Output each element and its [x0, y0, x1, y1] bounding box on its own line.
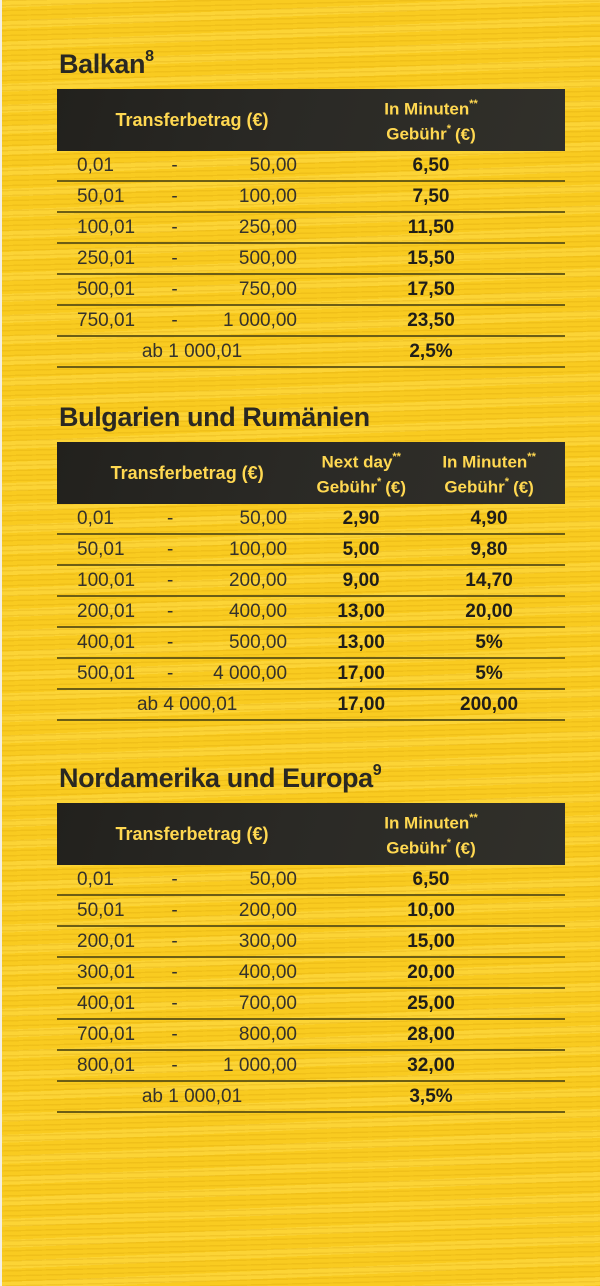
fee-value: 15,00	[407, 930, 455, 952]
table-row	[57, 566, 565, 597]
fee-header-label: Next day	[321, 453, 393, 472]
range-dash: -	[171, 154, 178, 176]
fee-value: 3,5%	[409, 1085, 453, 1107]
column-header-fee	[297, 95, 565, 144]
range-to: 200,00	[228, 569, 288, 591]
fee-section-nordamerika-europa	[57, 759, 565, 1113]
table-row	[57, 306, 565, 337]
table-row	[57, 535, 565, 566]
fee-value: 11,50	[407, 216, 455, 238]
fee-value: 20,00	[407, 961, 455, 983]
page-edge-strip	[0, 0, 2, 1286]
fee-value-nextday: 13,00	[337, 631, 385, 653]
column-header-fee-line2	[287, 473, 435, 498]
range-dash: -	[171, 216, 178, 238]
table-row	[57, 927, 565, 958]
range-from: 0,01	[77, 868, 114, 890]
fee-value-nextday: 5,00	[342, 538, 380, 560]
section-heading-footnote: 8	[145, 48, 155, 65]
fee-value-nextday: 2,90	[342, 507, 380, 529]
fee-header-label: Gebühr	[386, 838, 447, 858]
section-heading-text: Nordamerika und Europa	[59, 763, 373, 793]
range-dash: -	[171, 1054, 178, 1076]
range-from: 50,01	[77, 538, 125, 560]
range-to: 100,00	[238, 185, 297, 207]
fee-value: 10,00	[407, 899, 455, 921]
range-to: 200,00	[238, 899, 297, 921]
range-dash: -	[171, 868, 178, 890]
column-header-transfer-amount: Transferbetrag (€)	[110, 462, 264, 483]
table-header-row	[57, 803, 565, 865]
fee-header-footnote: **	[469, 812, 478, 825]
threshold-label: ab 4 000,01	[136, 693, 238, 715]
range-dash: -	[171, 247, 178, 269]
fee-header-footnote: *	[446, 123, 451, 135]
fee-header-footnote: **	[392, 451, 401, 464]
range-from: 50,01	[77, 185, 125, 207]
column-header-fee-line1	[435, 448, 543, 473]
fee-value: 6,50	[412, 868, 450, 890]
range-from: 300,01	[77, 961, 136, 983]
fee-section-bulgarien-rumaenien	[57, 398, 565, 721]
range-to: 1 000,00	[223, 1054, 297, 1076]
range-from: 0,01	[77, 507, 114, 529]
range-from: 200,01	[77, 600, 136, 622]
section-heading-text: Balkan	[59, 49, 146, 79]
fee-header-currency: (€)	[385, 477, 407, 497]
fee-table	[57, 89, 565, 368]
range-from: 800,01	[77, 1054, 136, 1076]
range-to: 100,00	[228, 538, 288, 560]
fee-header-label: Gebühr	[386, 124, 447, 144]
range-dash: -	[166, 631, 174, 653]
section-heading	[59, 398, 565, 431]
fee-value-in-minuten: 20,00	[465, 600, 513, 622]
column-header-fee-line2	[297, 834, 565, 859]
range-from: 100,01	[77, 569, 136, 591]
column-header-fee-line1	[287, 448, 435, 473]
fee-header-currency: (€)	[454, 838, 476, 858]
table-row	[57, 597, 565, 628]
fee-header-label: In Minuten	[384, 100, 470, 119]
range-dash: -	[171, 961, 178, 983]
fee-value: 2,5%	[409, 340, 453, 362]
threshold-label: ab 1 000,01	[141, 1085, 243, 1107]
table-row	[57, 213, 565, 244]
range-to: 50,00	[249, 868, 297, 890]
fee-value-in-minuten: 200,00	[460, 693, 519, 715]
range-dash: -	[166, 600, 174, 622]
range-from: 750,01	[77, 309, 136, 331]
section-heading	[59, 45, 565, 78]
section-heading-footnote: 9	[372, 762, 382, 779]
range-dash: -	[171, 899, 178, 921]
fee-value-in-minuten: 5%	[475, 631, 503, 653]
fee-header-currency: (€)	[454, 124, 476, 144]
table-row	[57, 182, 565, 213]
range-to: 700,00	[238, 992, 297, 1014]
fee-value: 17,50	[407, 278, 455, 300]
range-from: 400,01	[77, 992, 136, 1014]
range-to: 400,00	[228, 600, 288, 622]
fee-value: 6,50	[412, 154, 450, 176]
fee-header-label: In Minuten	[384, 814, 470, 833]
fee-value-in-minuten: 5%	[475, 662, 503, 684]
fee-value: 15,50	[407, 247, 455, 269]
table-row-above-threshold	[57, 1082, 565, 1113]
range-to: 400,00	[238, 961, 297, 983]
table-row-above-threshold	[57, 690, 565, 721]
column-header-transfer-amount: Transferbetrag (€)	[115, 109, 269, 130]
range-to: 300,00	[238, 930, 297, 952]
range-from: 50,01	[77, 899, 125, 921]
fee-value-in-minuten: 9,80	[470, 538, 508, 560]
table-row	[57, 958, 565, 989]
range-dash: -	[171, 930, 178, 952]
range-dash: -	[166, 662, 174, 684]
fee-header-footnote: *	[376, 476, 382, 488]
range-from: 500,01	[77, 662, 136, 684]
threshold-label: ab 1 000,01	[141, 340, 243, 362]
column-header-fee	[297, 809, 565, 858]
table-row	[57, 659, 565, 690]
range-to: 500,00	[238, 247, 297, 269]
table-row	[57, 865, 565, 896]
table-row	[57, 504, 565, 535]
fee-value: 25,00	[407, 992, 455, 1014]
range-to: 50,00	[239, 507, 288, 529]
fee-header-footnote: **	[527, 451, 536, 464]
fee-table	[57, 803, 565, 1113]
fee-value-in-minuten: 4,90	[470, 507, 508, 529]
fee-header-label: In Minuten	[442, 453, 528, 472]
range-dash: -	[166, 569, 174, 591]
table-row	[57, 896, 565, 927]
range-from: 400,01	[77, 631, 136, 653]
fee-value-nextday: 17,00	[337, 662, 385, 684]
range-to: 500,00	[228, 631, 288, 653]
range-from: 500,01	[77, 278, 136, 300]
fee-value-nextday: 9,00	[342, 569, 380, 591]
range-dash: -	[171, 992, 178, 1014]
fee-value-in-minuten: 14,70	[465, 569, 513, 591]
range-from: 250,01	[77, 247, 136, 269]
column-header-fee-line1	[297, 95, 565, 120]
range-to: 50,00	[249, 154, 297, 176]
table-row	[57, 1020, 565, 1051]
range-dash: -	[171, 278, 178, 300]
range-from: 100,01	[77, 216, 136, 238]
range-from: 0,01	[77, 154, 114, 176]
range-to: 1 000,00	[223, 309, 297, 331]
table-row	[57, 1051, 565, 1082]
fee-header-footnote: *	[446, 837, 451, 849]
range-dash: -	[166, 507, 174, 529]
range-from: 700,01	[77, 1023, 136, 1045]
range-to: 4 000,00	[213, 662, 288, 684]
fee-value: 28,00	[407, 1023, 455, 1045]
table-row	[57, 989, 565, 1020]
fee-header-footnote: *	[504, 476, 510, 488]
table-row	[57, 151, 565, 182]
section-heading-text: Bulgarien und Rumänien	[59, 402, 370, 432]
column-header-fee-line2	[435, 473, 543, 498]
fee-section-balkan	[57, 45, 565, 368]
fee-value: 7,50	[412, 185, 450, 207]
table-row-above-threshold	[57, 337, 565, 368]
column-header-fee-nextday	[287, 448, 435, 497]
fee-value-nextday: 13,00	[337, 600, 385, 622]
range-dash: -	[171, 1023, 178, 1045]
table-row	[57, 244, 565, 275]
column-header-transfer-amount: Transferbetrag (€)	[115, 823, 269, 844]
range-to: 250,00	[238, 216, 297, 238]
table-row	[57, 275, 565, 306]
table-header-row	[57, 89, 565, 151]
column-header-fee-in-minuten	[435, 448, 565, 497]
range-from: 200,01	[77, 930, 136, 952]
table-row	[57, 628, 565, 659]
section-heading	[59, 759, 565, 792]
table-header-row	[57, 442, 565, 504]
fee-header-label: Gebühr	[316, 477, 377, 497]
fee-header-label: Gebühr	[444, 477, 505, 497]
fee-header-currency: (€)	[513, 477, 534, 497]
range-dash: -	[171, 185, 178, 207]
column-header-fee-line2	[297, 120, 565, 145]
fee-header-footnote: **	[469, 98, 478, 111]
range-to: 750,00	[238, 278, 297, 300]
range-dash: -	[166, 538, 174, 560]
fee-table	[57, 442, 565, 721]
fee-value: 32,00	[407, 1054, 455, 1076]
fee-value-nextday: 17,00	[337, 693, 386, 715]
fee-value: 23,50	[407, 309, 455, 331]
range-to: 800,00	[238, 1023, 297, 1045]
range-dash: -	[171, 309, 178, 331]
column-header-fee-line1	[297, 809, 565, 834]
